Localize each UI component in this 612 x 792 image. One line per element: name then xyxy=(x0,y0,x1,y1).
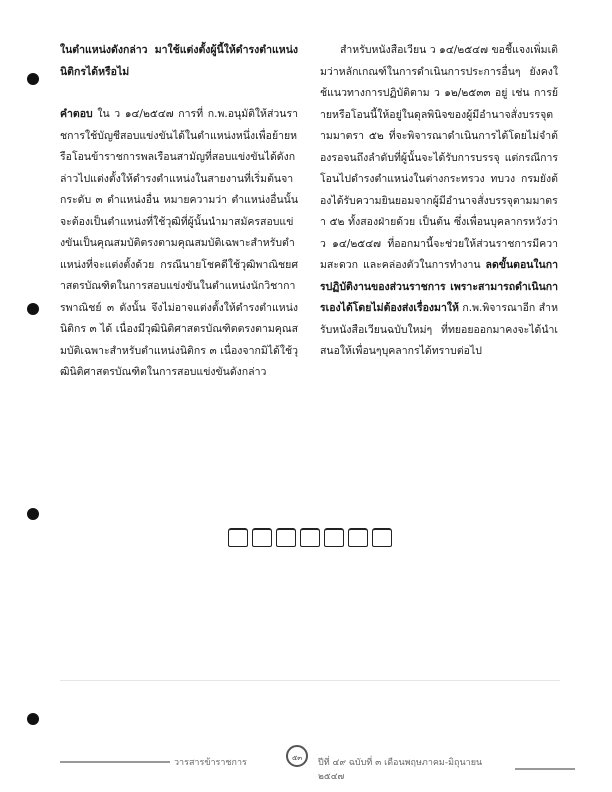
binder-hole xyxy=(27,713,39,725)
answer-body: ใน ว ๑๔/๒๕๔๗ การที่ ก.พ.อนุมัติให้ส่วนราชการใช้บัญชีสอบแข่งขันได้ในตำแหน่งหนึ่งเพื่อย้ายหรือโอนข้าราชการพลเรือนสามัญที่สอบแข่งขันได้ดังกล่าวไปแต่งตั้งให้ดำรงตำแหน่งในสายงานที่เริ่มต้นจากระดับ ๓ ตำแหน่งอื่น หมายความว่า ตำแหน่งอื่นนั้นจะต้องเป็นตำแหน่งที่ใช้วุฒิที่ผู้นั้นนำมาสมัครสอบแข่งขันเป็นคุณสมบัติตรงตามคุณสมบัติเฉพาะสำหรับตำแหน่งที่จะแต่งตั้งด้วย กรณีนายโชคดีใช้วุฒิพาณิชยศาสตรบัณฑิตในการสอบแข่งขันในตำแหน่งนักวิชาการพาณิชย์ ๓ ดังนั้น จึงไม่อาจแต่งตั้งให้ดำรงตำแหน่งนิติกร ๓ ได้ เนื่องมีวุฒินิติศาสตรบัณฑิตตรงตามคุณสมบัติเฉพาะสำหรับตำแหน่งนิติกร ๓ เนื่องจากมิได้ใช้วุฒินิติศาสตรบัณฑิตในการสอบแข่งขันดังกล่าว xyxy=(60,108,298,378)
question-text: ในตำแหน่งดังกล่าว มาใช้แต่งตั้งผู้นี้ให้ดำรงตำแหน่งนิติกรได้หรือไม่ xyxy=(60,44,298,78)
answer-label: คำตอบ xyxy=(60,108,93,120)
left-column xyxy=(60,40,298,384)
journal-name: วารสารข้าราชการ xyxy=(174,758,247,768)
right-paragraph xyxy=(320,40,558,363)
footer-divider xyxy=(60,680,560,681)
footer-left xyxy=(60,755,247,769)
footer-rule xyxy=(515,768,575,770)
binder-hole xyxy=(27,303,39,315)
seal-glyph xyxy=(324,528,344,547)
binder-hole xyxy=(27,73,39,85)
footer-right xyxy=(318,755,575,783)
seal-glyph xyxy=(252,528,272,547)
footer-rule xyxy=(60,761,170,763)
binder-hole xyxy=(27,508,39,520)
right-para-text: สำหรับหนังสือเวียน ว ๑๔/๒๕๔๗ ขอชี้แจงเพิ่มเติมว่าหลักเกณฑ์ในการดำเนินการประการอื่นๆ ยังคงใช้แนวทางการปฏิบัติตาม ว ๑๒/๒๕๓๓ อยู่ เช่น การย้ายหรือโอนนี้ให้อยู่ในดุลพินิจของผู้มีอำนาจสั่งบรรจุตามมาตรา ๕๒ ที่จะพิจารณาดำเนินการได้โดยไม่จำต้องรอจนถึงลำดับที่ผู้นั้นจะได้รับการบรรจุ แต่กรณีการโอนไปดำรงตำแหน่งในต่างกระทรวง ทบวง กรมยังต้องได้รับความยินยอมจากผู้มีอำนาจสั่งบรรจุตามมาตรา ๕๒ ทั้งสองฝ่ายด้วย เป็นต้น ซึ่งเพื่อนบุคลากรหวังว่า ว ๑๔/๒๕๔๗ ที่ออกมานี้จะช่วยให้ส่วนราชการมีความสะดวก และคล่องตัวในการทำงาน xyxy=(320,44,558,271)
right-column xyxy=(320,40,558,363)
right-para-end: ก.พ.พิจารณาอีก สำหรับหนังสือเวียนฉบับใหม่ๆ ที่ทยอยออกมาคงจะได้นำเสนอให้เพื่อนๆบุคลากรได้ทราบต่อไป xyxy=(320,302,558,357)
seal-glyph xyxy=(276,528,296,547)
page-number-logo: ๕๓ xyxy=(286,745,308,767)
seal-glyph xyxy=(372,528,392,547)
answer-paragraph xyxy=(60,104,298,384)
seal-glyph xyxy=(300,528,320,547)
right-para-bold: ลดขั้นตอนในการปฏิบัติงานของส่วนราชการ เพราะสามารถดำเนินการเองได้โดยไม่ต้องส่งเรื่องมาให้ xyxy=(320,259,558,314)
signature-seal xyxy=(228,528,396,552)
seal-glyph xyxy=(348,528,368,547)
issue-info: ปีที่ ๔๙ ฉบับที่ ๓ เดือนพฤษภาคม-มิถุนายน ๒๕๔๗ xyxy=(318,758,483,782)
page-footer xyxy=(60,745,575,782)
seal-glyph xyxy=(228,528,248,547)
